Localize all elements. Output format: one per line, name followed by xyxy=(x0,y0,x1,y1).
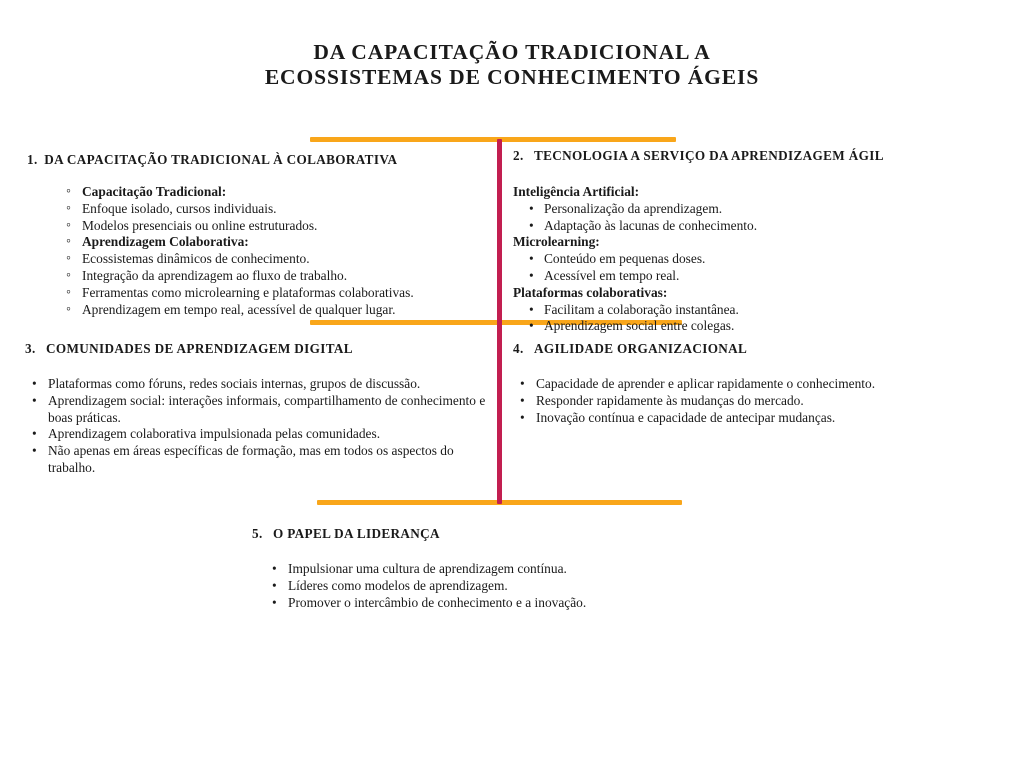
section-4 xyxy=(513,341,993,426)
section-5-heading-text: O PAPEL DA LIDERANÇA xyxy=(273,526,440,541)
section-5-list xyxy=(267,561,722,611)
subheading: Inteligência Artificial: xyxy=(513,184,640,199)
list-item: • Aprendizagem social entre colegas. xyxy=(527,318,983,335)
section-4-heading-text: AGILIDADE ORGANIZACIONAL xyxy=(534,341,748,356)
section-2-list-3 xyxy=(527,302,983,336)
list-item: • Personalização da aprendizagem. xyxy=(527,201,983,218)
list-item: ◦ Modelos presenciais ou online estruturados. xyxy=(65,218,482,235)
page-title xyxy=(0,40,1024,90)
list-item: • Não apenas em áreas específicas de formação, mas em todos os aspectos do trabalho. xyxy=(25,443,495,477)
list-item: • Aprendizagem colaborativa impulsionada pelas comunidades. xyxy=(25,426,495,443)
list-item: • Conteúdo em pequenas doses. xyxy=(527,251,983,268)
list-item: • Impulsionar uma cultura de aprendizagem contínua. xyxy=(267,561,722,578)
section-2-list-2 xyxy=(527,251,983,285)
section-2-group-1 xyxy=(513,184,983,234)
list-item: ◦ Capacitação Tradicional: xyxy=(65,184,482,201)
section-3-heading-text: COMUNIDADES DE APRENDIZAGEM DIGITAL xyxy=(46,341,353,356)
page-title-line-1: DA CAPACITAÇÃO TRADICIONAL A xyxy=(313,40,711,64)
section-2-number: 2. xyxy=(513,148,528,163)
section-2-heading xyxy=(513,148,983,164)
section-2-list-1 xyxy=(527,201,983,235)
subheading: Microlearning: xyxy=(513,234,600,250)
section-3-number: 3. xyxy=(25,341,40,356)
list-item: • Adaptação às lacunas de conhecimento. xyxy=(527,218,983,235)
list-item: ◦ Aprendizagem Colaborativa: xyxy=(65,234,482,251)
section-3 xyxy=(25,341,495,477)
subheading: Plataformas colaborativas: xyxy=(513,284,668,300)
page-title-line-2: ECOSSISTEMAS DE CONHECIMENTO ÁGEIS xyxy=(264,65,760,89)
section-2 xyxy=(513,148,983,335)
section-5-heading xyxy=(252,526,722,542)
section-4-number: 4. xyxy=(513,341,528,356)
list-item: ◦ Enfoque isolado, cursos individuais. xyxy=(65,201,482,218)
section-2-heading-text: TECNOLOGIA A SERVIÇO DA APRENDIZAGEM ÁGIL xyxy=(534,148,884,163)
list-item: ◦ Integração da aprendizagem ao fluxo de trabalho. xyxy=(65,268,482,285)
list-item: • Líderes como modelos de aprendizagem. xyxy=(267,578,722,595)
list-item: • Responder rapidamente às mudanças do mercado. xyxy=(513,393,993,410)
section-3-list xyxy=(25,376,495,477)
list-item: ◦ Aprendizagem em tempo real, acessível de qualquer lugar. xyxy=(65,302,482,319)
list-item: • Promover o intercâmbio de conhecimento e a inovação. xyxy=(267,595,722,612)
section-2-group-3 xyxy=(513,285,983,335)
section-1 xyxy=(27,152,482,318)
list-item: • Plataformas como fóruns, redes sociais internas, grupos de discussão. xyxy=(25,376,495,393)
list-item: • Acessível em tempo real. xyxy=(527,268,983,285)
section-1-heading xyxy=(27,152,482,168)
section-5 xyxy=(252,526,722,611)
section-1-heading-text: DA CAPACITAÇÃO TRADICIONAL À COLABORATIVA xyxy=(44,152,398,167)
list-item: ◦ Ecossistemas dinâmicos de conhecimento. xyxy=(65,251,482,268)
section-1-list xyxy=(65,184,482,318)
list-item: • Aprendizagem social: interações informais, compartilhamento de conhecimento e boas práticas. xyxy=(25,393,495,427)
list-item: • Capacidade de aprender e aplicar rapidamente o conhecimento. xyxy=(513,376,993,393)
list-item: ◦ Ferramentas como microlearning e plataformas colaborativas. xyxy=(65,285,482,302)
section-4-list xyxy=(513,376,993,426)
center-divider-rule xyxy=(497,139,502,504)
section-3-heading xyxy=(25,341,495,357)
section-4-heading xyxy=(513,341,993,357)
section-5-number: 5. xyxy=(252,526,267,541)
list-item: • Facilitam a colaboração instantânea. xyxy=(527,302,983,319)
top-divider-rule xyxy=(310,137,676,142)
section-1-number: 1. xyxy=(27,152,42,167)
section-2-group-2 xyxy=(513,234,983,284)
list-item: • Inovação contínua e capacidade de antecipar mudanças. xyxy=(513,410,993,427)
